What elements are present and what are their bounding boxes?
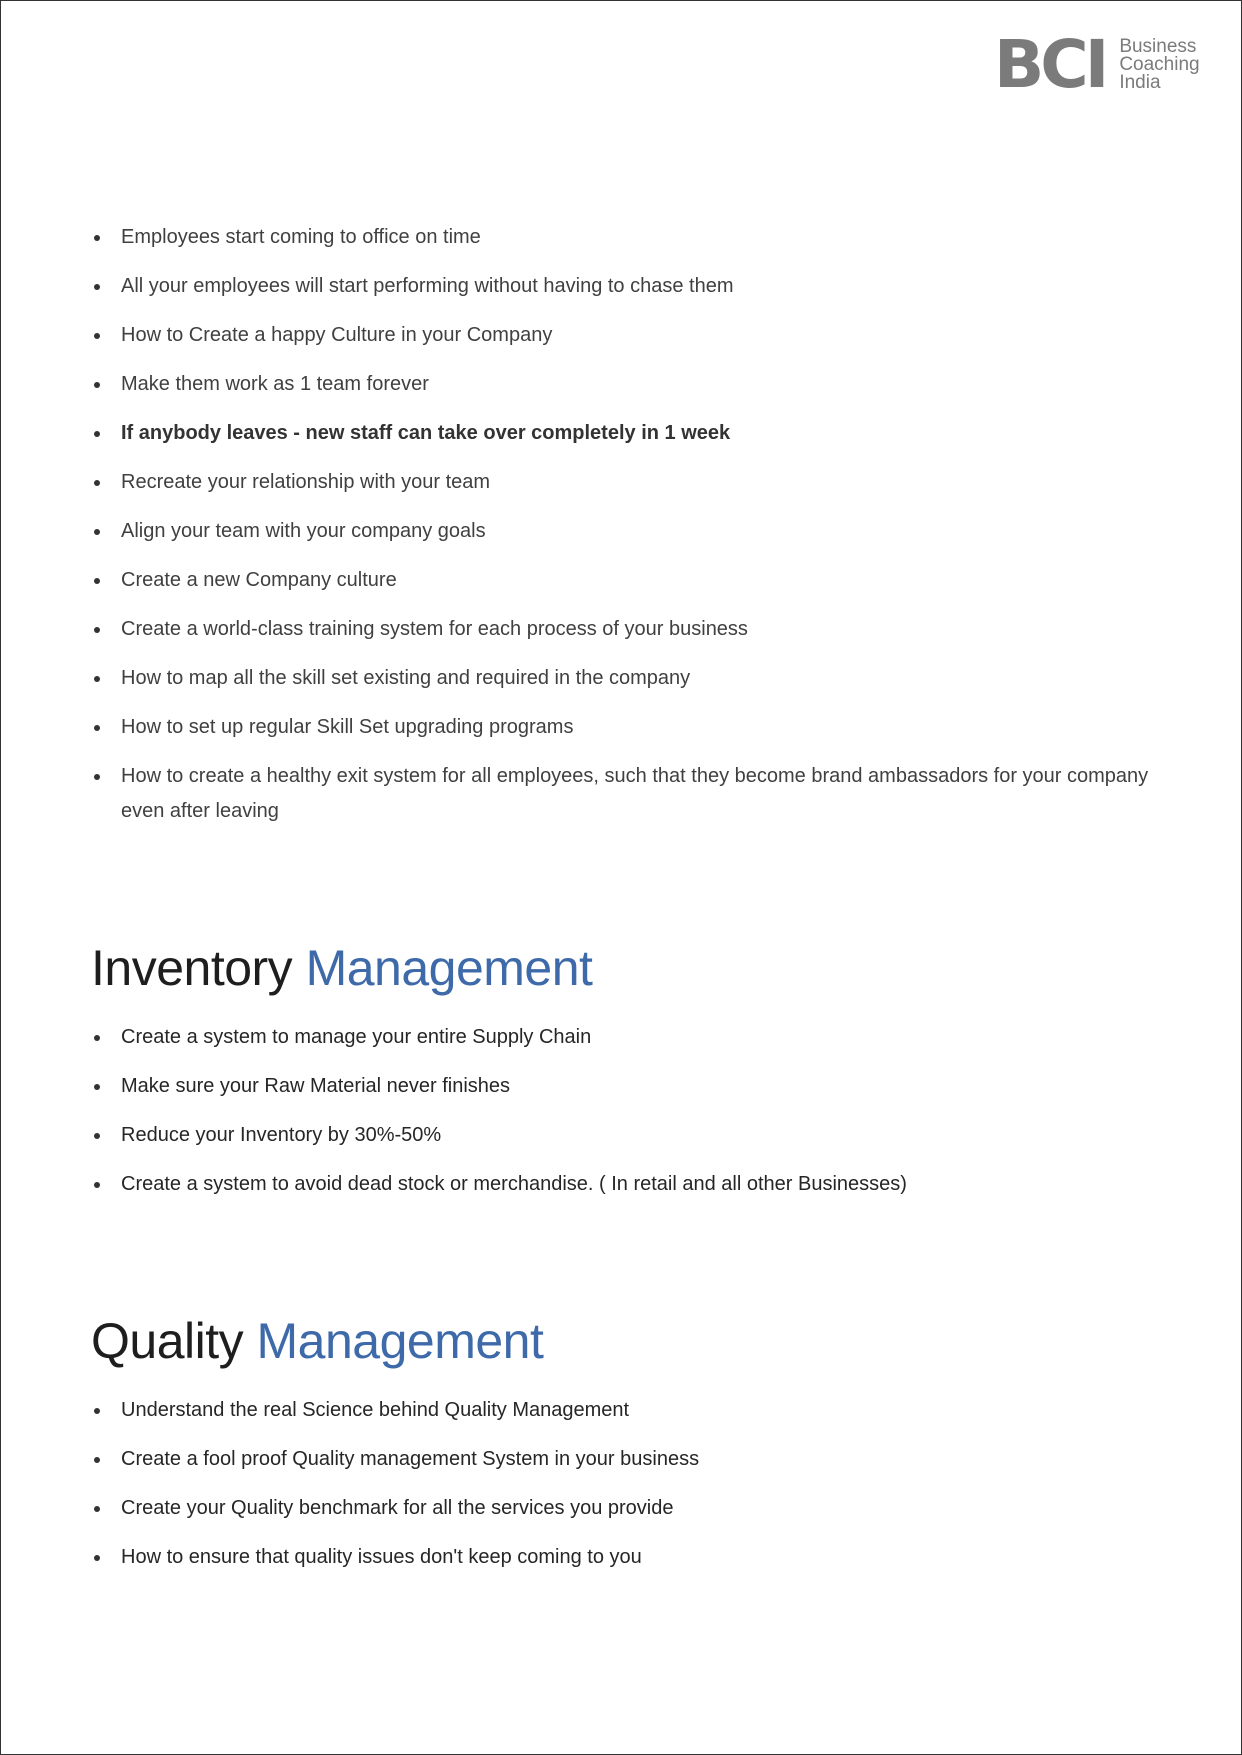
list-item: Create a system to manage your entire Supply Chain xyxy=(91,1020,1171,1055)
section-title xyxy=(91,1309,1171,1373)
list-item: Make them work as 1 team forever xyxy=(91,367,1171,402)
list-item: Create a world-class training system for each process of your business xyxy=(91,612,1171,647)
logo-wordmark xyxy=(1119,38,1199,92)
logo-line-1: Business xyxy=(1119,36,1197,57)
team-benefits-list xyxy=(91,220,1171,843)
section-title-accent: Management xyxy=(256,1313,544,1369)
logo-line-3: India xyxy=(1119,72,1161,93)
list-item: How to ensure that quality issues don't keep coming to you xyxy=(91,1540,1171,1575)
list-item: Reduce your Inventory by 30%-50% xyxy=(91,1118,1171,1153)
section-title xyxy=(91,936,1171,1000)
list-item: Make sure your Raw Material never finishes xyxy=(91,1069,1171,1104)
quality-management-section xyxy=(91,1309,1171,1589)
list-item: All your employees will start performing without having to chase them xyxy=(91,269,1171,304)
list-item-highlight: If anybody leaves - new staff can take over completely in 1 week xyxy=(91,416,1171,451)
list-item: Understand the real Science behind Quality Management xyxy=(91,1393,1171,1428)
section-title-main: Quality xyxy=(91,1313,244,1369)
list-item: Create a fool proof Quality management System in your business xyxy=(91,1442,1171,1477)
list-item: How to set up regular Skill Set upgrading programs xyxy=(91,710,1171,745)
list-item: Create a new Company culture xyxy=(91,563,1171,598)
list-item: How to create a healthy exit system for all employees, such that they become brand ambassadors for your company even after leaving xyxy=(91,759,1171,829)
list-item: Employees start coming to office on time xyxy=(91,220,1171,255)
list-item: How to map all the skill set existing and required in the company xyxy=(91,661,1171,696)
quality-list xyxy=(91,1393,1171,1575)
bci-logo xyxy=(994,26,1200,103)
list-item: How to Create a happy Culture in your Company xyxy=(91,318,1171,353)
logo-line-2: Coaching xyxy=(1119,54,1200,75)
inventory-management-section xyxy=(91,936,1171,1216)
list-item: Align your team with your company goals xyxy=(91,514,1171,549)
list-item: Recreate your relationship with your team xyxy=(91,465,1171,500)
list-item: Create your Quality benchmark for all the services you provide xyxy=(91,1491,1171,1526)
list-item: Create a system to avoid dead stock or merchandise. ( In retail and all other Businesses) xyxy=(91,1167,1171,1202)
section-title-accent: Management xyxy=(305,940,593,996)
section-title-main: Inventory xyxy=(91,940,293,996)
logo-mark: BCI xyxy=(994,26,1106,103)
inventory-list xyxy=(91,1020,1171,1202)
